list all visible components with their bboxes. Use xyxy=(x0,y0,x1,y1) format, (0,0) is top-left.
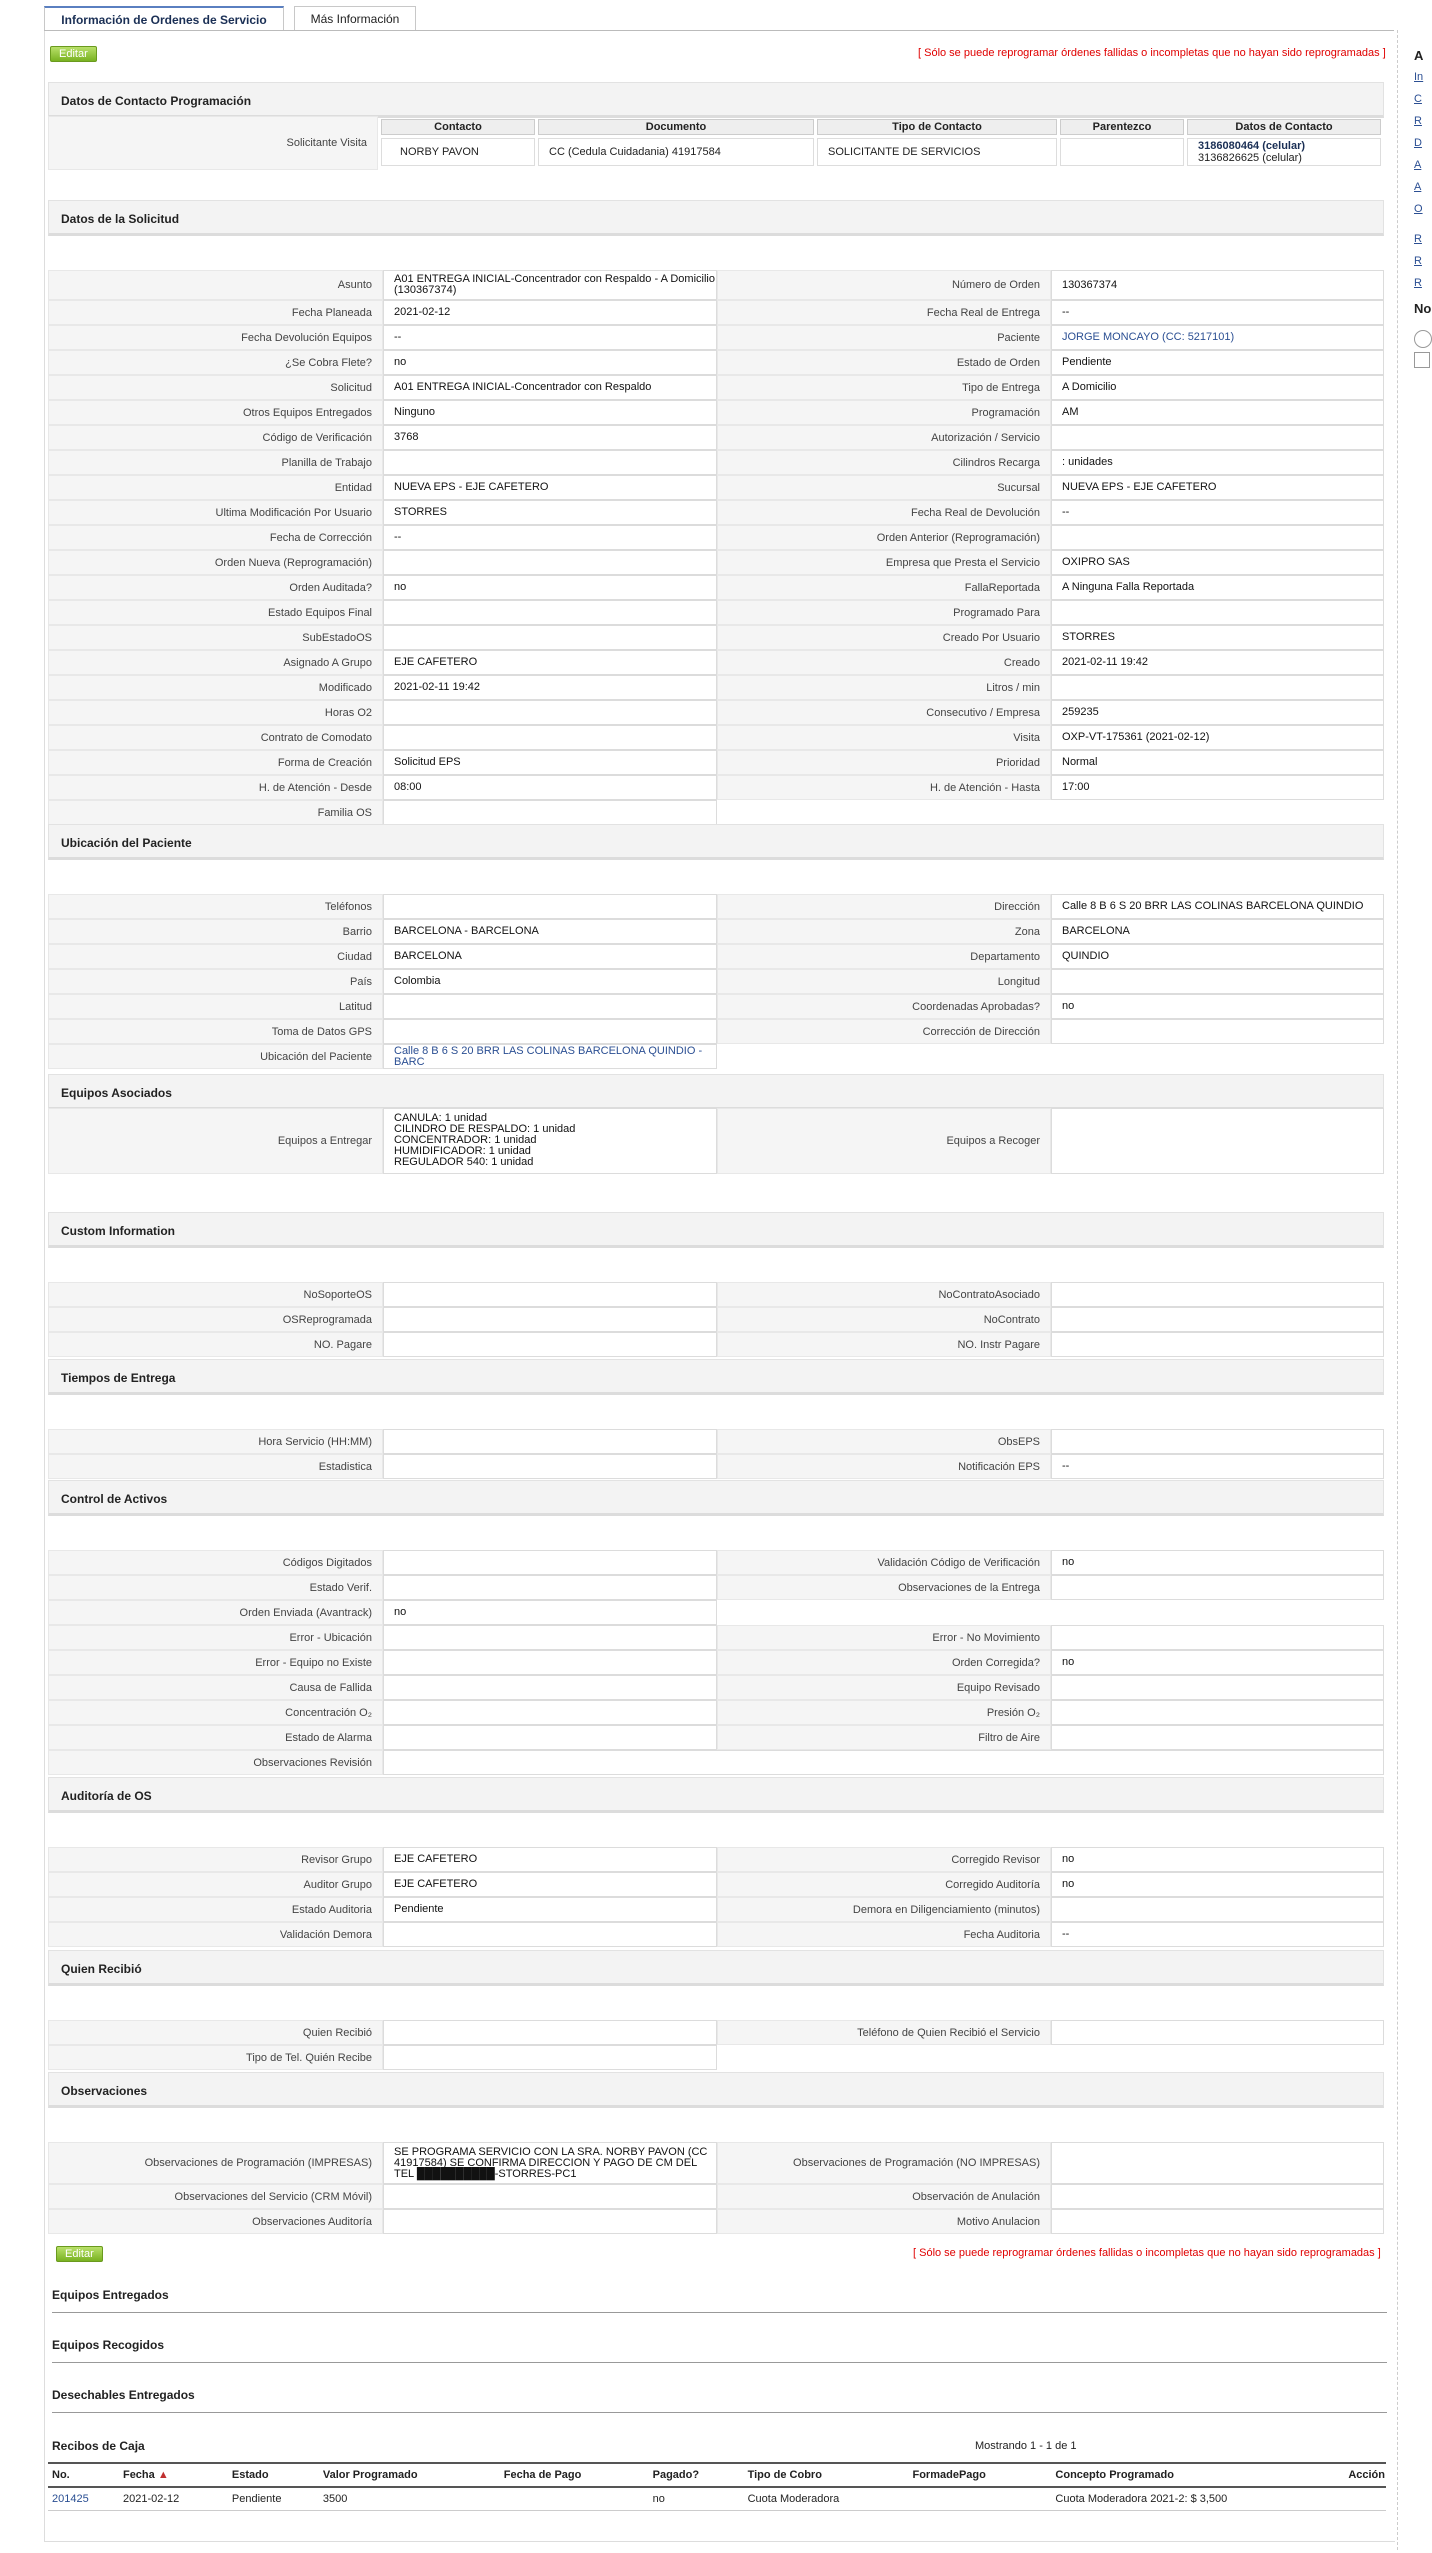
label-toma-de-datos-gps: Toma de Datos GPS xyxy=(48,1019,383,1044)
value-asunto: A01 ENTREGA INICIAL-Concentrador con Respaldo - A Domicilio (130367374) xyxy=(383,270,717,300)
label-h-de-atencion-hasta: H. de Atención - Hasta xyxy=(717,775,1051,800)
label-coordenadas-aprobadas: Coordenadas Aprobadas? xyxy=(717,994,1051,1019)
recibos-heading: Recibos de Caja xyxy=(52,2439,145,2453)
contact-table xyxy=(378,116,1384,169)
section-title: Auditoría de OS xyxy=(48,1777,1384,1813)
value-telefonos xyxy=(383,894,717,919)
label-corregido-revisor: Corregido Revisor xyxy=(717,1847,1051,1872)
label-ubicacion-del-paciente: Ubicación del Paciente xyxy=(48,1044,383,1069)
value-forma-de-creacion: Solicitud EPS xyxy=(383,750,717,775)
value-estado-equipos-final xyxy=(383,600,717,625)
value-se-cobra-flete: no xyxy=(383,350,717,375)
equipos-entregar-value: CANULA: 1 unidad CILINDRO DE RESPALDO: 1 unidad CONCENTRADOR: 1 unidad HUMIDIFICADOR: 1 unidad REGULADOR 540: 1 unidad xyxy=(383,1108,717,1174)
right-link[interactable]: R xyxy=(1414,233,1422,245)
label-subestadoos: SubEstadoOS xyxy=(48,625,383,650)
value-fecha-auditoria: -- xyxy=(1051,1922,1384,1947)
desechables-heading: Desechables Entregados xyxy=(52,2388,1387,2413)
label-programado-para: Programado Para xyxy=(717,600,1051,625)
label-visita: Visita xyxy=(717,725,1051,750)
recibo-estado: Pendiente xyxy=(228,2487,319,2511)
label-nocontrato: NoContrato xyxy=(717,1307,1051,1332)
value-asignado-a-grupo: EJE CAFETERO xyxy=(383,650,717,675)
value-filtro-de-aire xyxy=(1051,1725,1384,1750)
warning-top: [ Sólo se puede reprogramar órdenes fallidas o incompletas que no hayan sido reprogramadas ] xyxy=(918,47,1386,59)
value-h-de-atencion-desde: 08:00 xyxy=(383,775,717,800)
right-panel-title-2: No xyxy=(1414,301,1432,316)
value-fecha-devolucion-equipos: -- xyxy=(383,325,717,350)
value-otros-equipos-entregados: Ninguno xyxy=(383,400,717,425)
col-header[interactable]: No. xyxy=(48,2463,119,2487)
label-fecha-real-de-entrega: Fecha Real de Entrega xyxy=(717,300,1051,325)
section-title: Ubicación del Paciente xyxy=(48,824,1384,860)
value-solicitud: A01 ENTREGA INICIAL-Concentrador con Respaldo xyxy=(383,375,717,400)
warning-bottom: [ Sólo se puede reprogramar órdenes fallidas o incompletas que no hayan sido reprogramadas ] xyxy=(913,2247,1381,2259)
recibo-valor: 3500 xyxy=(319,2487,500,2511)
value-equipo-revisado xyxy=(1051,1675,1384,1700)
label-tipo-de-tel-quien-recibe: Tipo de Tel. Quién Recibe xyxy=(48,2045,383,2070)
tab-mas-informacion[interactable]: Más Información xyxy=(294,6,416,30)
right-link[interactable]: C xyxy=(1414,93,1422,105)
equipos-recoger-label: Equipos a Recoger xyxy=(717,1108,1051,1174)
value-consecutivo-empresa: 259235 xyxy=(1051,700,1384,725)
col-header[interactable]: FormadePago xyxy=(908,2463,1051,2487)
label-orden-enviada-avantrack: Orden Enviada (Avantrack) xyxy=(48,1600,383,1625)
section-title: Control de Activos xyxy=(48,1480,1384,1516)
label-nocontratoasociado: NoContratoAsociado xyxy=(717,1282,1051,1307)
value-estado-auditoria: Pendiente xyxy=(383,1897,717,1922)
label-cilindros-recarga: Cilindros Recarga xyxy=(717,450,1051,475)
value-departamento: QUINDIO xyxy=(1051,944,1384,969)
value-observaciones-revision xyxy=(383,1750,1384,1775)
col-header: Acción xyxy=(1344,2463,1386,2487)
value-direccion: Calle 8 B 6 S 20 BRR LAS COLINAS BARCELONA QUINDIO xyxy=(1051,894,1384,919)
value-notificacion-eps: -- xyxy=(1051,1454,1384,1479)
value-corregido-revisor: no xyxy=(1051,1847,1384,1872)
section-quien xyxy=(48,1950,1384,2064)
label-entidad: Entidad xyxy=(48,475,383,500)
value-creado: 2021-02-11 19:42 xyxy=(1051,650,1384,675)
value-observaciones-auditoria xyxy=(383,2209,717,2234)
value-programacion: AM xyxy=(1051,400,1384,425)
value-quien-recibio xyxy=(383,2020,717,2045)
label-codigo-de-verificacion: Código de Verificación xyxy=(48,425,383,450)
label-equipo-revisado: Equipo Revisado xyxy=(717,1675,1051,1700)
label-autorizacion-servicio: Autorización / Servicio xyxy=(717,425,1051,450)
label-obseps: ObsEPS xyxy=(717,1429,1051,1454)
label-observaciones-revision: Observaciones Revisión xyxy=(48,1750,383,1775)
col-header-fecha[interactable] xyxy=(119,2463,228,2487)
value-no-pagare xyxy=(383,1332,717,1357)
value-estado-de-alarma xyxy=(383,1725,717,1750)
value-hora-servicio-hh-mm xyxy=(383,1429,717,1454)
value-autorizacion-servicio xyxy=(1051,425,1384,450)
label-planilla-de-trabajo: Planilla de Trabajo xyxy=(48,450,383,475)
label-orden-nueva-reprogramacion: Orden Nueva (Reprogramación) xyxy=(48,550,383,575)
value-codigos-digitados xyxy=(383,1550,717,1575)
value-orden-nueva-reprogramacion xyxy=(383,550,717,575)
label-numero-de-orden: Número de Orden xyxy=(717,270,1051,300)
value-modificado: 2021-02-11 19:42 xyxy=(383,675,717,700)
label-osreprogramada: OSReprogramada xyxy=(48,1307,383,1332)
value-contrato-de-comodato xyxy=(383,725,717,750)
contacto-parentezco xyxy=(1060,138,1184,166)
label-no-pagare: NO. Pagare xyxy=(48,1332,383,1357)
value-observaciones-de-la-entrega xyxy=(1051,1575,1384,1600)
label-causa-de-fallida: Causa de Fallida xyxy=(48,1675,383,1700)
value-error-equipo-no-existe xyxy=(383,1650,717,1675)
value-error-no-movimiento xyxy=(1051,1625,1384,1650)
value-concentracion-o xyxy=(383,1700,717,1725)
equipos-recoger-value xyxy=(1051,1108,1384,1174)
right-link[interactable]: R xyxy=(1414,277,1422,289)
value-tipo-de-entrega: A Domicilio xyxy=(1051,375,1384,400)
label-estadistica: Estadistica xyxy=(48,1454,383,1479)
label-validacion-codigo-de-verificacion: Validación Código de Verificación xyxy=(717,1550,1051,1575)
label-corregido-auditoria: Corregido Auditoría xyxy=(717,1872,1051,1897)
col-header[interactable]: Concepto Programado xyxy=(1051,2463,1344,2487)
value-observaciones-de-programacion-impresas: SE PROGRAMA SERVICIO CON LA SRA. NORBY PAVON (CC 41917584) SE CONFIRMA DIRECCION Y PAGO DE CM DEL TEL ██████████-STORRES-PC1 xyxy=(383,2142,717,2184)
label-asignado-a-grupo: Asignado A Grupo xyxy=(48,650,383,675)
edit-button-top[interactable]: Editar xyxy=(50,46,97,62)
label-orden-anterior-reprogramacion: Orden Anterior (Reprogramación) xyxy=(717,525,1051,550)
label-observaciones-de-la-entrega: Observaciones de la Entrega xyxy=(717,1575,1051,1600)
label-departamento: Departamento xyxy=(717,944,1051,969)
value-obseps xyxy=(1051,1429,1384,1454)
col-header: Tipo de Contacto xyxy=(817,119,1057,135)
label-zona: Zona xyxy=(717,919,1051,944)
value-prioridad: Normal xyxy=(1051,750,1384,775)
value-nocontrato xyxy=(1051,1307,1384,1332)
value-fecha-de-correccion: -- xyxy=(383,525,717,550)
value-ultima-modificacion-por-usuario: STORRES xyxy=(383,500,717,525)
right-link[interactable]: A xyxy=(1414,181,1422,193)
label-empresa-que-presta-el-servicio: Empresa que Presta el Servicio xyxy=(717,550,1051,575)
label-fecha-devolucion-equipos: Fecha Devolución Equipos xyxy=(48,325,383,350)
contacto-documento: CC (Cedula Cuidadania) 41917584 xyxy=(538,138,814,166)
value-presion-o xyxy=(1051,1700,1384,1725)
label-h-de-atencion-desde: H. de Atención - Desde xyxy=(48,775,383,800)
label-longitud: Longitud xyxy=(717,969,1051,994)
right-link[interactable]: O xyxy=(1414,203,1423,215)
section-title: Observaciones xyxy=(48,2072,1384,2108)
value-observaciones-del-servicio-crm-movil xyxy=(383,2184,717,2209)
right-link[interactable]: In xyxy=(1414,71,1424,83)
value-numero-de-orden: 130367374 xyxy=(1051,270,1384,300)
label-modificado: Modificado xyxy=(48,675,383,700)
value-revisor-grupo: EJE CAFETERO xyxy=(383,1847,717,1872)
section-title: Datos de Contacto Programación xyxy=(48,82,1384,118)
label-fecha-auditoria: Fecha Auditoria xyxy=(717,1922,1051,1947)
section-title: Quien Recibió xyxy=(48,1950,1384,1986)
label-validacion-demora: Validación Demora xyxy=(48,1922,383,1947)
value-entidad: NUEVA EPS - EJE CAFETERO xyxy=(383,475,717,500)
label-ciudad: Ciudad xyxy=(48,944,383,969)
table-row xyxy=(48,2487,1386,2511)
value-no-instr-pagare xyxy=(1051,1332,1384,1357)
label-fecha-planeada: Fecha Planeada xyxy=(48,300,383,325)
value-observaciones-de-programacion-no-impresas xyxy=(1051,2142,1384,2184)
value-correccion-de-direccion xyxy=(1051,1019,1384,1044)
label-estado-auditoria: Estado Auditoria xyxy=(48,1897,383,1922)
label-litros-min: Litros / min xyxy=(717,675,1051,700)
value-sucursal: NUEVA EPS - EJE CAFETERO xyxy=(1051,475,1384,500)
value-nocontratoasociado xyxy=(1051,1282,1384,1307)
value-zona: BARCELONA xyxy=(1051,919,1384,944)
label-presion-o: Presión O₂ xyxy=(717,1700,1051,1725)
label-asunto: Asunto xyxy=(48,270,383,300)
label-error-equipo-no-existe: Error - Equipo no Existe xyxy=(48,1650,383,1675)
label-observaciones-auditoria: Observaciones Auditoría xyxy=(48,2209,383,2234)
value-tipo-de-tel-quien-recibe xyxy=(383,2045,717,2070)
value-estado-verif xyxy=(383,1575,717,1600)
label-creado-por-usuario: Creado Por Usuario xyxy=(717,625,1051,650)
value-creado-por-usuario: STORRES xyxy=(1051,625,1384,650)
value-fecha-real-de-entrega: -- xyxy=(1051,300,1384,325)
label-concentracion-o: Concentración O₂ xyxy=(48,1700,383,1725)
label-familia-os: Familia OS xyxy=(48,800,383,825)
value-empresa-que-presta-el-servicio: OXIPRO SAS xyxy=(1051,550,1384,575)
value-h-de-atencion-hasta: 17:00 xyxy=(1051,775,1384,800)
label-estado-de-orden: Estado de Orden xyxy=(717,350,1051,375)
label-otros-equipos-entregados: Otros Equipos Entregados xyxy=(48,400,383,425)
value-horas-o2 xyxy=(383,700,717,725)
section-contacto xyxy=(48,82,1384,164)
value-barrio: BARCELONA - BARCELONA xyxy=(383,919,717,944)
section-control xyxy=(48,1480,1384,1769)
section-solicitud xyxy=(48,200,1384,819)
value-subestadoos xyxy=(383,625,717,650)
label-codigos-digitados: Códigos Digitados xyxy=(48,1550,383,1575)
value-litros-min xyxy=(1051,675,1384,700)
value-pais: Colombia xyxy=(383,969,717,994)
col-header[interactable]: Valor Programado xyxy=(319,2463,500,2487)
section-title: Custom Information xyxy=(48,1212,1384,1248)
label-solicitud: Solicitud xyxy=(48,375,383,400)
value-coordenadas-aprobadas: no xyxy=(1051,994,1384,1019)
label-direccion: Dirección xyxy=(717,894,1051,919)
value-toma-de-datos-gps xyxy=(383,1019,717,1044)
section-title: Datos de la Solicitud xyxy=(48,200,1384,236)
contacto-nombre: NORBY PAVON xyxy=(381,138,535,166)
section-auditoria xyxy=(48,1777,1384,1941)
label-observaciones-de-programacion-impresas: Observaciones de Programación (IMPRESAS) xyxy=(48,2142,383,2184)
col-header: Contacto xyxy=(381,119,535,135)
section-title: Tiempos de Entrega xyxy=(48,1359,1384,1395)
value-demora-en-diligenciamiento-minutos xyxy=(1051,1897,1384,1922)
value-latitud xyxy=(383,994,717,1019)
value-validacion-codigo-de-verificacion: no xyxy=(1051,1550,1384,1575)
recibo-numero-link[interactable]: 201425 xyxy=(48,2487,119,2511)
label-forma-de-creacion: Forma de Creación xyxy=(48,750,383,775)
section-ubicacion xyxy=(48,824,1384,1068)
label-creado: Creado xyxy=(717,650,1051,675)
section-equipos xyxy=(48,1074,1384,1168)
label-observaciones-del-servicio-crm-movil: Observaciones del Servicio (CRM Móvil) xyxy=(48,2184,383,2209)
label-nosoporteos: NoSoporteOS xyxy=(48,1282,383,1307)
equipos-entregados-heading: Equipos Entregados xyxy=(52,2288,1387,2313)
right-link[interactable]: R xyxy=(1414,115,1422,127)
label-demora-en-diligenciamiento-minutos: Demora en Diligenciamiento (minutos) xyxy=(717,1897,1051,1922)
label-observaciones-de-programacion-no-impresas: Observaciones de Programación (NO IMPRESAS) xyxy=(717,2142,1051,2184)
recibo-fecha-pago xyxy=(500,2487,649,2511)
value-motivo-anulacion xyxy=(1051,2209,1384,2234)
label-error-ubicacion: Error - Ubicación xyxy=(48,1625,383,1650)
right-link[interactable]: R xyxy=(1414,255,1422,267)
label-pais: País xyxy=(48,969,383,994)
value-orden-enviada-avantrack: no xyxy=(383,1600,717,1625)
right-panel xyxy=(1414,48,1432,368)
panel-divider xyxy=(1397,30,1399,2550)
label-filtro-de-aire: Filtro de Aire xyxy=(717,1725,1051,1750)
edit-button-bottom[interactable]: Editar xyxy=(56,2246,103,2262)
recibo-forma-pago xyxy=(908,2487,1051,2511)
label-sucursal: Sucursal xyxy=(717,475,1051,500)
col-header[interactable]: Tipo de Cobro xyxy=(744,2463,909,2487)
section-tiempos xyxy=(48,1359,1384,1473)
label-programacion: Programación xyxy=(717,400,1051,425)
label-motivo-anulacion: Motivo Anulacion xyxy=(717,2209,1051,2234)
value-orden-anterior-reprogramacion xyxy=(1051,525,1384,550)
label-telefonos: Teléfonos xyxy=(48,894,383,919)
value-paciente: JORGE MONCAYO (CC: 5217101) xyxy=(1051,325,1384,350)
label-contrato-de-comodato: Contrato de Comodato xyxy=(48,725,383,750)
label-auditor-grupo: Auditor Grupo xyxy=(48,1872,383,1897)
value-causa-de-fallida xyxy=(383,1675,717,1700)
label-se-cobra-flete: ¿Se Cobra Flete? xyxy=(48,350,383,375)
recibo-accion xyxy=(1344,2487,1386,2511)
value-visita: OXP-VT-175361 (2021-02-12) xyxy=(1051,725,1384,750)
label-quien-recibio: Quien Recibió xyxy=(48,2020,383,2045)
value-estado-de-orden: Pendiente xyxy=(1051,350,1384,375)
recibo-tipo-cobro: Cuota Moderadora xyxy=(744,2487,909,2511)
col-header[interactable]: Estado xyxy=(228,2463,319,2487)
right-panel-title: A xyxy=(1414,48,1424,63)
section-observaciones xyxy=(48,2072,1384,2228)
value-nosoporteos xyxy=(383,1282,717,1307)
label-paciente: Paciente xyxy=(717,325,1051,350)
label-estado-equipos-final: Estado Equipos Final xyxy=(48,600,383,625)
value-observacion-de-anulacion xyxy=(1051,2184,1384,2209)
equipos-entregar-label: Equipos a Entregar xyxy=(48,1108,383,1174)
equipos-recogidos-heading: Equipos Recogidos xyxy=(52,2338,1387,2363)
value-auditor-grupo: EJE CAFETERO xyxy=(383,1872,717,1897)
value-fecha-real-de-devolucion: -- xyxy=(1051,500,1384,525)
value-longitud xyxy=(1051,969,1384,994)
sort-up-icon: ▲ xyxy=(157,2469,169,2481)
label-tipo-de-entrega: Tipo de Entrega xyxy=(717,375,1051,400)
recibo-pagado: no xyxy=(649,2487,744,2511)
label-correccion-de-direccion: Corrección de Dirección xyxy=(717,1019,1051,1044)
value-codigo-de-verificacion: 3768 xyxy=(383,425,717,450)
value-error-ubicacion xyxy=(383,1625,717,1650)
telefono-secundario: 3136826625 (celular) xyxy=(1198,152,1302,164)
col-header-label: Fecha xyxy=(122,2469,155,2481)
label-revisor-grupo: Revisor Grupo xyxy=(48,1847,383,1872)
right-link[interactable]: D xyxy=(1414,137,1422,149)
right-link[interactable]: A xyxy=(1414,159,1422,171)
label-horas-o2: Horas O2 xyxy=(48,700,383,725)
col-header[interactable]: Pagado? xyxy=(649,2463,744,2487)
value-estadistica xyxy=(383,1454,717,1479)
value-validacion-demora xyxy=(383,1922,717,1947)
value-osreprogramada xyxy=(383,1307,717,1332)
value-programado-para xyxy=(1051,600,1384,625)
value-ubicacion-del-paciente: Calle 8 B 6 S 20 BRR LAS COLINAS BARCELONA QUINDIO - BARC xyxy=(383,1044,717,1069)
label-orden-corregida: Orden Corregida? xyxy=(717,1650,1051,1675)
label-ultima-modificacion-por-usuario: Ultima Modificación Por Usuario xyxy=(48,500,383,525)
checkbox-icon[interactable] xyxy=(1414,352,1430,368)
value-ciudad: BARCELONA xyxy=(383,944,717,969)
value-fallareportada: A Ninguna Falla Reportada xyxy=(1051,575,1384,600)
label-orden-auditada: Orden Auditada? xyxy=(48,575,383,600)
recibos-table xyxy=(48,2462,1386,2511)
label-estado-verif: Estado Verif. xyxy=(48,1575,383,1600)
label-hora-servicio-hh-mm: Hora Servicio (HH:MM) xyxy=(48,1429,383,1454)
recibo-fecha: 2021-02-12 xyxy=(119,2487,228,2511)
section-custom xyxy=(48,1212,1384,1351)
col-header: Parentezco xyxy=(1060,119,1184,135)
label-fecha-real-de-devolucion: Fecha Real de Devolución xyxy=(717,500,1051,525)
label-estado-de-alarma: Estado de Alarma xyxy=(48,1725,383,1750)
contacto-datos xyxy=(1187,138,1381,166)
col-header[interactable]: Fecha de Pago xyxy=(500,2463,649,2487)
label-observacion-de-anulacion: Observación de Anulación xyxy=(717,2184,1051,2209)
label-prioridad: Prioridad xyxy=(717,750,1051,775)
solicitante-label: Solicitante Visita xyxy=(48,116,378,170)
contacto-tipo: SOLICITANTE DE SERVICIOS xyxy=(817,138,1057,166)
recibo-concepto: Cuota Moderadora 2021-2: $ 3,500 xyxy=(1051,2487,1344,2511)
value-planilla-de-trabajo xyxy=(383,450,717,475)
label-error-no-movimiento: Error - No Movimiento xyxy=(717,1625,1051,1650)
label-barrio: Barrio xyxy=(48,919,383,944)
section-title: Equipos Asociados xyxy=(48,1074,1384,1110)
col-header: Documento xyxy=(538,119,814,135)
label-fallareportada: FallaReportada xyxy=(717,575,1051,600)
label-telefono-de-quien-recibio-el-servicio: Teléfono de Quien Recibió el Servicio xyxy=(717,2020,1051,2045)
label-notificacion-eps: Notificación EPS xyxy=(717,1454,1051,1479)
label-latitud: Latitud xyxy=(48,994,383,1019)
value-familia-os xyxy=(383,800,717,825)
label-fecha-de-correccion: Fecha de Corrección xyxy=(48,525,383,550)
col-header: Datos de Contacto xyxy=(1187,119,1381,135)
tab-informacion-ordenes[interactable]: Información de Ordenes de Servicio xyxy=(44,6,284,30)
value-fecha-planeada: 2021-02-12 xyxy=(383,300,717,325)
value-orden-auditada: no xyxy=(383,575,717,600)
telefono-principal: 3186080464 (celular) xyxy=(1198,140,1306,152)
value-cilindros-recarga: : unidades xyxy=(1051,450,1384,475)
label-consecutivo-empresa: Consecutivo / Empresa xyxy=(717,700,1051,725)
value-corregido-auditoria: no xyxy=(1051,1872,1384,1897)
label-no-instr-pagare: NO. Instr Pagare xyxy=(717,1332,1051,1357)
value-orden-corregida: no xyxy=(1051,1650,1384,1675)
recibos-pager: Mostrando 1 - 1 de 1 xyxy=(975,2440,1077,2452)
value-telefono-de-quien-recibio-el-servicio xyxy=(1051,2020,1384,2045)
radio-icon[interactable] xyxy=(1414,330,1432,348)
